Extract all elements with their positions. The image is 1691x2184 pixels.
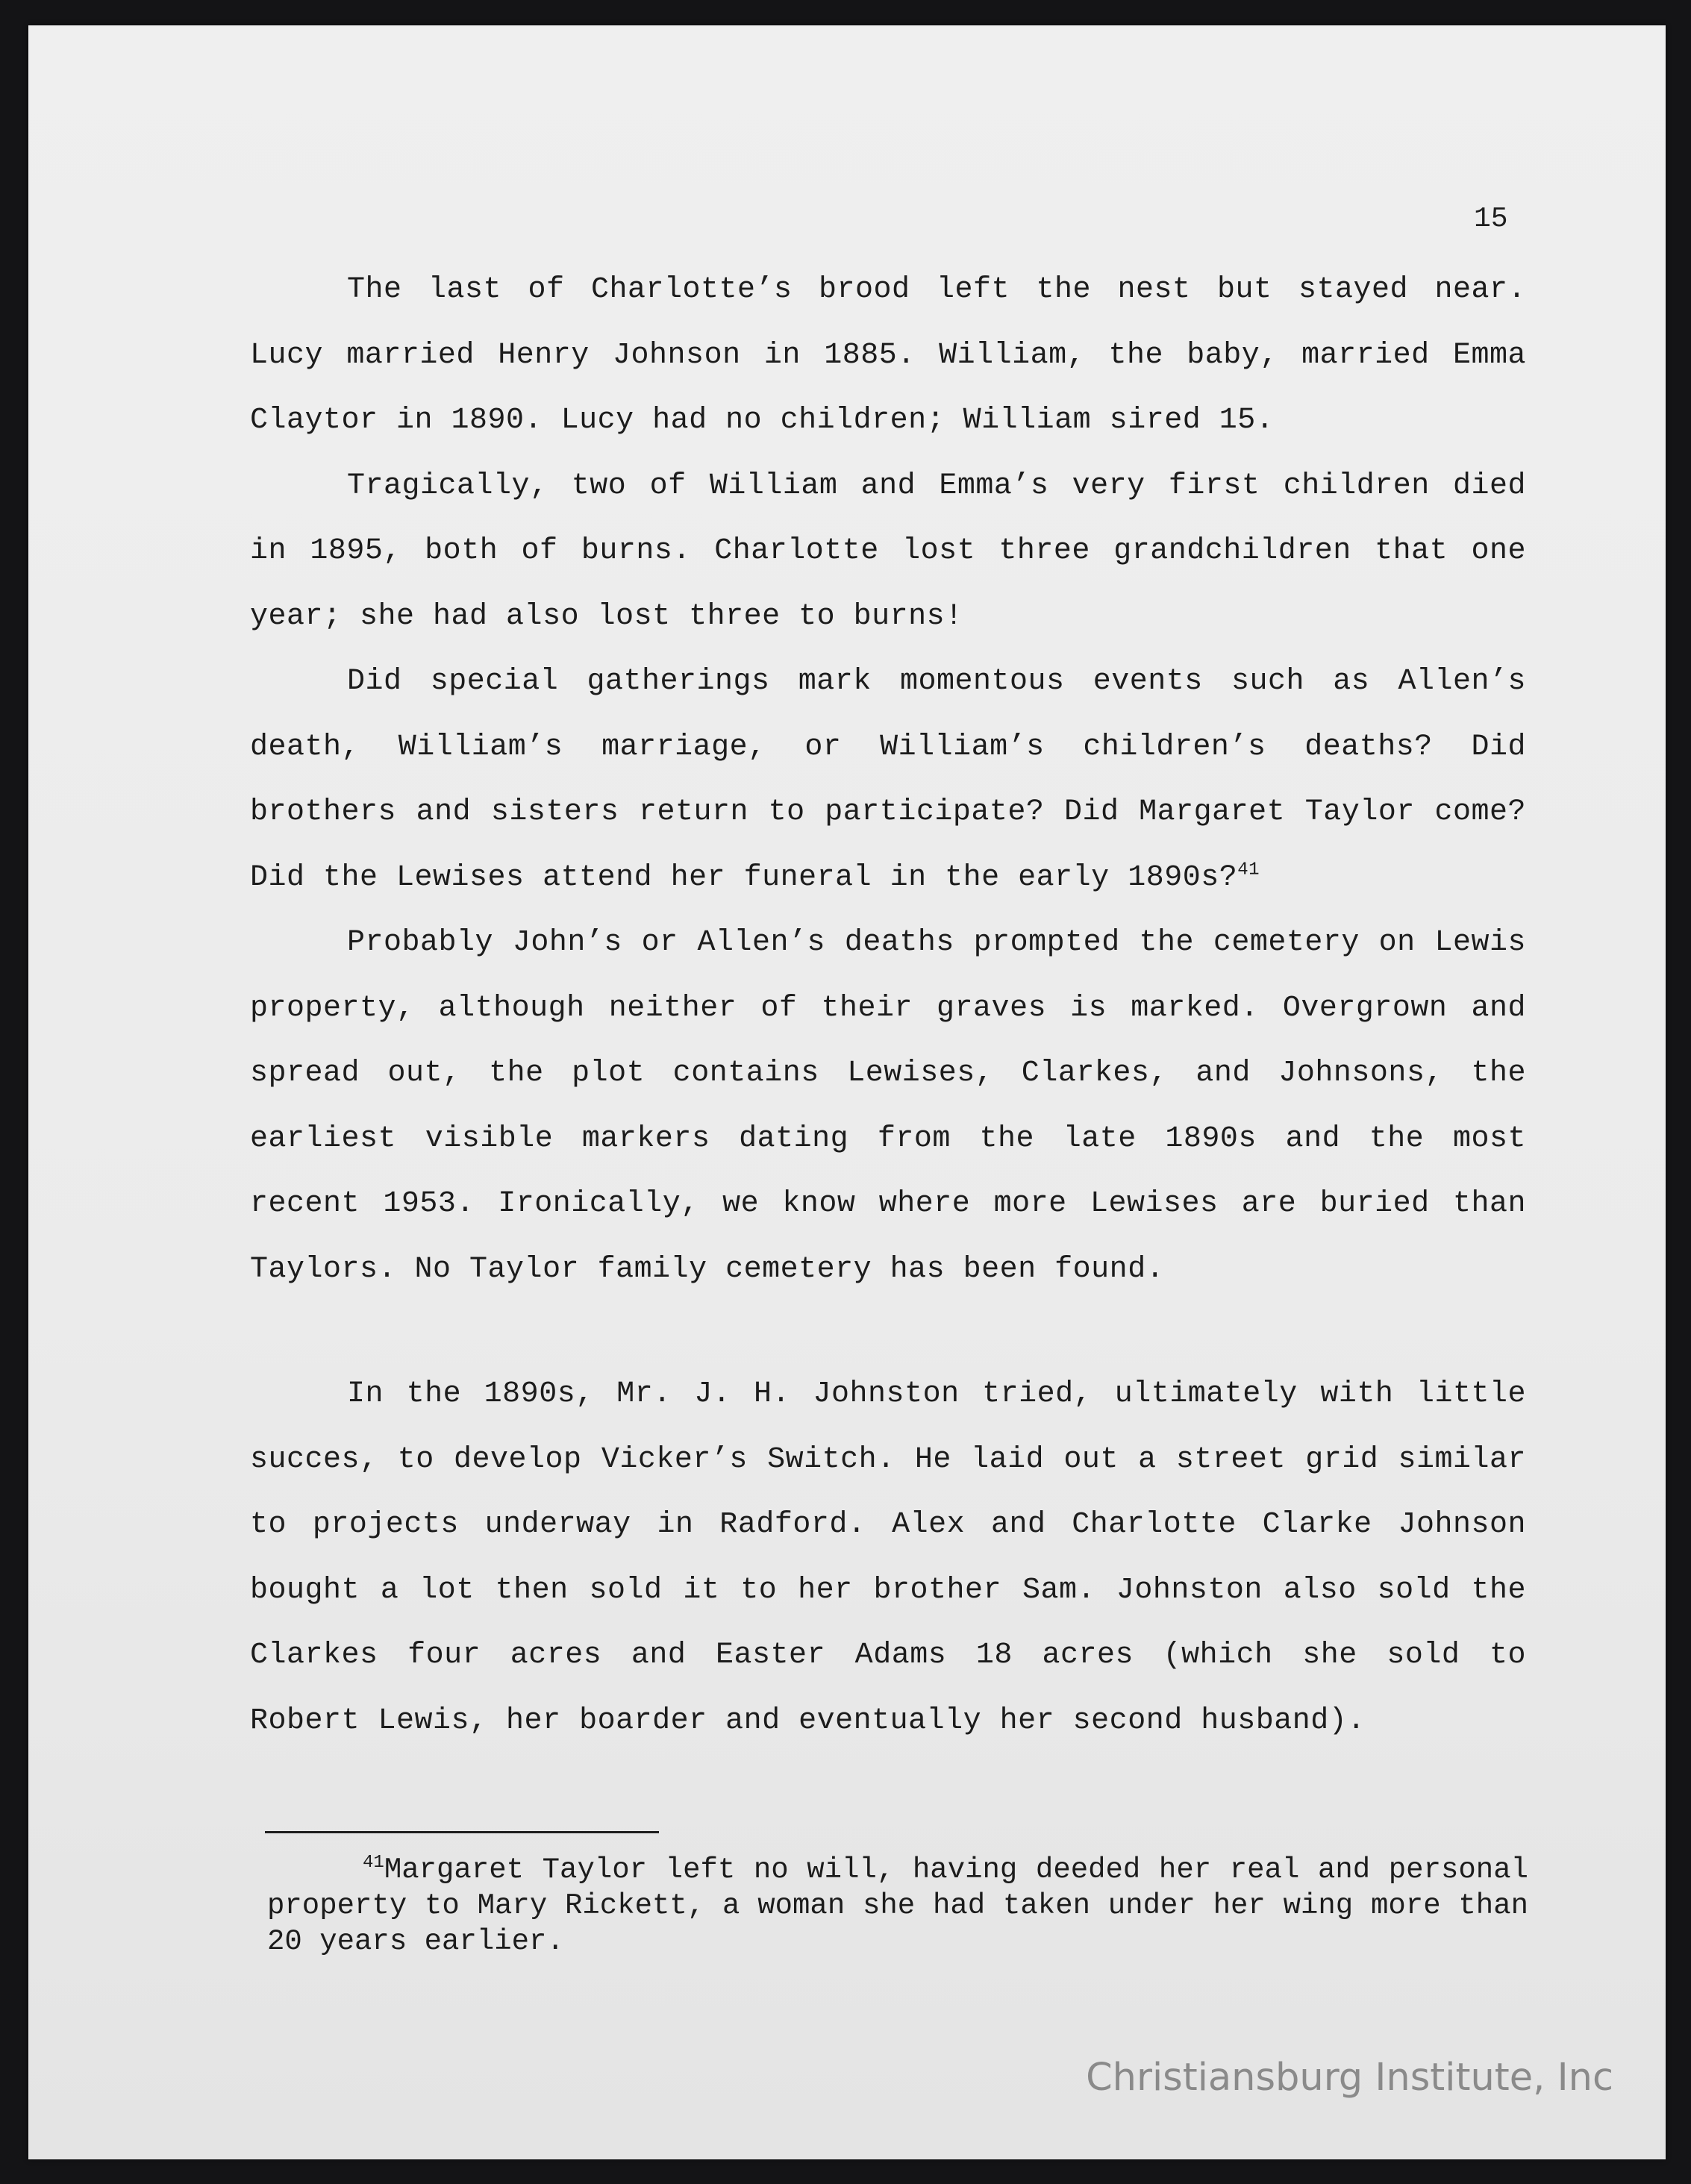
paragraph-4: Probably John’s or Allen’s deaths prompted the cemetery on Lewis property, although neither of their graves is marked. Overgrown and spread out, the plot contains Lewises, Clarkes, and Johnsons, the earliest visible markers dating from the late 1890s and the most recent 1953. Ironically, we know where more Lewises are buried than Taylors. No Taylor family cemetery has been found.: [250, 926, 1526, 1286]
page-number: 15: [1474, 203, 1508, 235]
paragraph-3-text: Did special gatherings mark momentous events such as Allen’s death, William’s marriage, or William’s children’s deaths? Did brothers and sisters return to participate? Did Margaret Taylor come? Did the Lewises attend her funeral in the early 1890s?: [250, 665, 1526, 895]
body-text: [250, 257, 1526, 1753]
paragraph-3: [250, 649, 1526, 910]
paragraph-5: In the 1890s, Mr. J. H. Johnston tried, ultimately with little succes, to develop Vicker’s Switch. He laid out a street grid similar to projects underway in Radford. Alex and Charlotte Clarke Johnson bought a lot then sold it to her brother Sam. Johnston also sold the Clarkes four acres and Easter Adams 18 acres (which she sold to Robert Lewis, her boarder and eventually her second husband).: [250, 1377, 1526, 1738]
footnote: [267, 1852, 1528, 1959]
footnote-text: Margaret Taylor left no will, having deeded her real and personal property to Mary Rickett, a woman she had taken under her wing more than 20 years earlier.: [267, 1853, 1528, 1958]
footnote-number: 41: [363, 1853, 384, 1873]
footnote-divider: [265, 1831, 659, 1833]
paragraph-2: Tragically, two of William and Emma’s very first children died in 1895, both of burns. Charlotte lost three grandchildren that one year; she had also lost three to burns!: [250, 469, 1526, 633]
footnote-reference: 41: [1237, 860, 1260, 880]
paragraph-1: The last of Charlotte’s brood left the nest but stayed near. Lucy married Henry Johnson in 1885. William, the baby, married Emma Claytor in 1890. Lucy had no children; William sired 15.: [250, 273, 1526, 437]
watermark: Christiansburg Institute, Inc: [1086, 2056, 1613, 2100]
